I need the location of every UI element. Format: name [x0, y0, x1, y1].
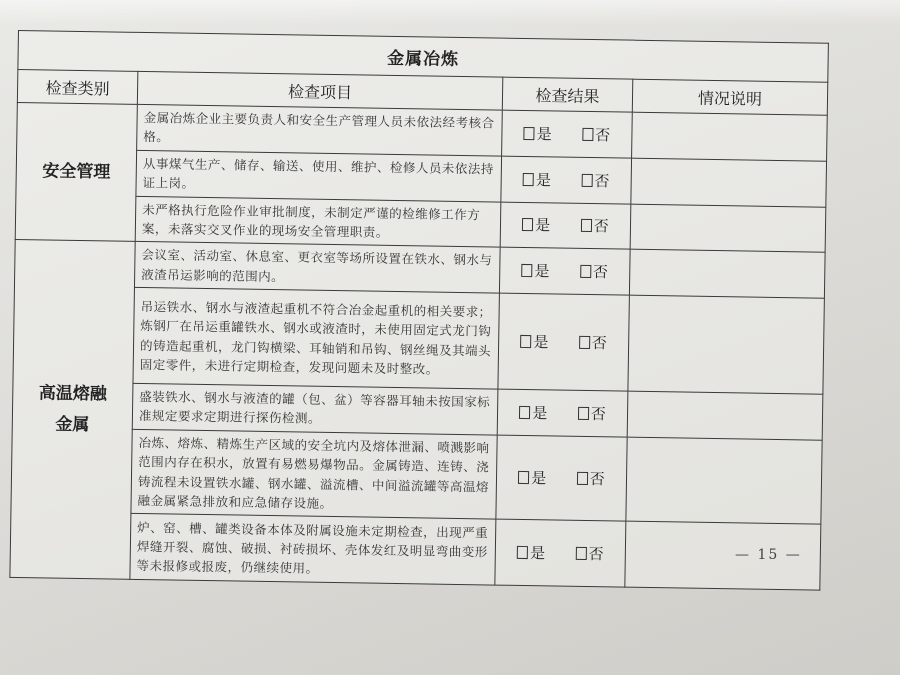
- table-title: 金属冶炼: [18, 31, 829, 83]
- no-checkbox[interactable]: 否: [581, 215, 609, 236]
- table-row: [10, 512, 821, 591]
- table-row: [11, 427, 822, 524]
- item-text: 会议室、活动室、休息室、更衣室等场所设置在铁水、钢水与液渣吊运影响的范围内。: [134, 242, 500, 293]
- result-cell: [497, 389, 628, 437]
- result-cell: [501, 156, 632, 204]
- note-cell[interactable]: [628, 295, 824, 394]
- header-category: 检查类别: [17, 70, 138, 105]
- result-cell: [498, 293, 629, 391]
- checkbox-icon: [579, 336, 590, 349]
- checkbox-icon: [582, 128, 593, 141]
- header-note: 情况说明: [632, 79, 827, 115]
- no-checkbox[interactable]: 否: [577, 468, 605, 489]
- checkbox-icon: [524, 127, 535, 140]
- no-checkbox[interactable]: 否: [579, 332, 607, 353]
- no-checkbox[interactable]: 否: [575, 543, 603, 564]
- yes-checkbox[interactable]: 是: [524, 123, 552, 144]
- result-cell: [502, 110, 633, 158]
- item-text: 冶炼、熔炼、精炼生产区域的安全坑内及熔体泄漏、喷溅影响范围内存在积水，放置有易燃易爆物品。金属铸造、连铸、浇铸流程未设置铁水罐、钢水罐、溢流槽、中间溢流罐等高温熔融金属紧急排放和应急储存设施。: [131, 429, 497, 519]
- yes-checkbox[interactable]: 是: [520, 331, 548, 352]
- yes-checkbox[interactable]: 是: [523, 169, 551, 190]
- checkbox-icon: [521, 264, 532, 277]
- yes-checkbox[interactable]: 是: [517, 542, 545, 563]
- item-text: 未严格执行危险作业审批制度，未制定严谨的检维修工作方案，未落实交叉作业的现场安全管理职责。: [135, 196, 501, 247]
- note-cell[interactable]: [626, 437, 822, 525]
- note-cell[interactable]: [631, 158, 827, 207]
- checkbox-icon: [523, 173, 534, 186]
- item-text: 从事煤气生产、储存、输送、使用、维护、检修人员未依法持证上岗。: [136, 150, 502, 201]
- category-molten-metal: 高温熔融 金属: [10, 240, 135, 580]
- checklist-table: [9, 30, 829, 591]
- header-item: 检查项目: [137, 71, 502, 110]
- result-cell: [500, 202, 631, 250]
- checkbox-icon: [577, 472, 588, 485]
- light-reflection: [0, 0, 900, 25]
- checkbox-icon: [575, 547, 586, 560]
- checkbox-icon: [581, 173, 592, 186]
- note-cell[interactable]: [629, 249, 825, 298]
- item-text: 炉、窑、槽、罐类设备本体及附属设施未定期检查，出现严重焊缝开裂、腐蚀、破损、衬砖损坏、壳体发红及明显弯曲变形等未报修或报废，仍继续使用。: [130, 514, 496, 586]
- note-cell[interactable]: [630, 204, 826, 253]
- checkbox-icon: [519, 406, 530, 419]
- checkbox-icon: [517, 546, 528, 559]
- result-cell: [499, 247, 630, 295]
- checkbox-icon: [520, 335, 531, 348]
- yes-checkbox[interactable]: 是: [521, 260, 549, 281]
- no-checkbox[interactable]: 否: [581, 169, 609, 190]
- note-cell[interactable]: [627, 391, 823, 440]
- checkbox-icon: [578, 407, 589, 420]
- header-result: 检查结果: [502, 77, 633, 112]
- checklist-sheet: [9, 30, 838, 591]
- checkbox-icon: [580, 265, 591, 278]
- checkbox-icon: [581, 219, 592, 232]
- yes-checkbox[interactable]: 是: [518, 467, 546, 488]
- note-cell[interactable]: [632, 112, 828, 161]
- item-text: 盛装铁水、钢水与液渣的罐（包、盆）等容器耳轴未按国家标准规定要求定期进行探伤检测。: [132, 383, 498, 434]
- item-text: 金属冶炼企业主要负责人和安全生产管理人员未依法经考核合格。: [137, 104, 503, 155]
- no-checkbox[interactable]: 否: [578, 403, 606, 424]
- no-checkbox[interactable]: 否: [580, 261, 608, 282]
- yes-checkbox[interactable]: 是: [522, 214, 550, 235]
- no-checkbox[interactable]: 否: [582, 124, 610, 145]
- yes-checkbox[interactable]: 是: [519, 402, 547, 423]
- page-number: — 15 —: [735, 547, 802, 563]
- checkbox-icon: [522, 218, 533, 231]
- checkbox-icon: [518, 471, 529, 484]
- result-cell: [496, 435, 627, 522]
- item-text: 吊运铁水、钢水与液渣起重机不符合冶金起重机的相关要求；炼钢厂在吊运重罐铁水、钢水或液渣时，未使用固定式龙门钩的铸造起重机，龙门钩横梁、耳轴销和吊钩、钢丝绳及其端头固定零件，未进行定期检查，发现问题未及时整改。: [133, 287, 499, 389]
- table-row: [13, 285, 824, 394]
- category-safety-management: 安全管理: [15, 102, 137, 241]
- result-cell: [495, 519, 626, 587]
